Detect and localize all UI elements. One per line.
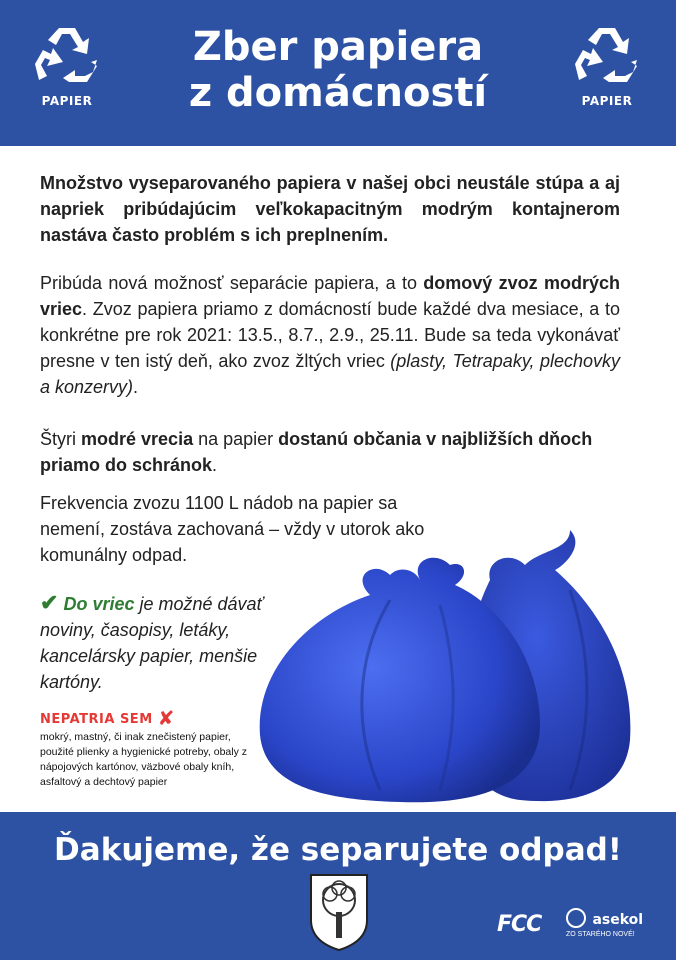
header-banner <box>0 0 676 146</box>
thanks-message: Ďakujeme, že separujete odpad! <box>54 832 622 868</box>
asekol-tagline: ZO STARÉHO NOVÉ! <box>566 931 635 938</box>
recycle-icon <box>569 24 645 86</box>
check-icon: ✔ <box>40 590 59 615</box>
cross-icon: ✘ <box>157 706 175 730</box>
blue-bags-illustration <box>240 520 660 810</box>
not-allowed-heading: NEPATRIA SEM ✘ <box>40 706 175 730</box>
bags-delivery-paragraph: Štyri modré vrecia na papier dostanú občania v najbližších dňoch priamo do schránok. <box>40 429 593 475</box>
not-allowed-items-text: mokrý, mastný, či inak znečistený papier, použité plienky a hygienické potreby, obaly z nápojových kartónov, väzbové obaly kníh, asfaltový a dechtový papier <box>40 731 248 788</box>
page-title-line1: Zber papiera <box>192 24 484 70</box>
asekol-smile-icon <box>566 908 586 928</box>
collection-highlight: domový zvoz modrých vriec <box>40 273 620 319</box>
asekol-logo: asekol ZO STARÉHO NOVÉ! <box>566 908 643 938</box>
village-crest-icon <box>308 872 370 952</box>
recycle-logo-right <box>562 24 652 108</box>
papier-label-left: PAPIER <box>41 94 93 108</box>
recycle-icon <box>29 24 105 86</box>
recycle-logo-left <box>22 24 112 108</box>
footer-banner <box>0 812 676 960</box>
intro-paragraph: Množstvo vyseparovaného papiera v našej obci neustále stúpa a aj napriek pribúdajúcim veľkokapacitným modrým kontajnerom nastáva často problém s ich preplnením. <box>40 173 620 245</box>
page-title-line2: z domácností <box>188 70 488 116</box>
papier-label-right: PAPIER <box>581 94 633 108</box>
collection-paragraph: Pribúda nová možnosť separácie papiera, a to domový zvoz modrých vriec. Zvoz papiera priamo z domácností bude každé dva mesiace, a to konkrétne pre rok 2021: 13.5., 8.7., 2.9., 25.11. Bude sa teda vykonávať presne v ten istý deň, ako zvoz žltých vriec (plasty, Tetrapaky, plechovky a konzervy). <box>40 273 620 397</box>
fcc-logo: FCC <box>497 912 542 937</box>
allowed-items-text: ✔ Do vriec je možné dávať noviny, časopisy, letáky, kancelársky papier, menšie kartóny. <box>40 590 263 692</box>
frequency-paragraph: Frekvencia zvozu 1100 L nádob na papier sa nemení, zostáva zachovaná – vždy v utorok ako komunálny odpad. <box>40 493 425 565</box>
